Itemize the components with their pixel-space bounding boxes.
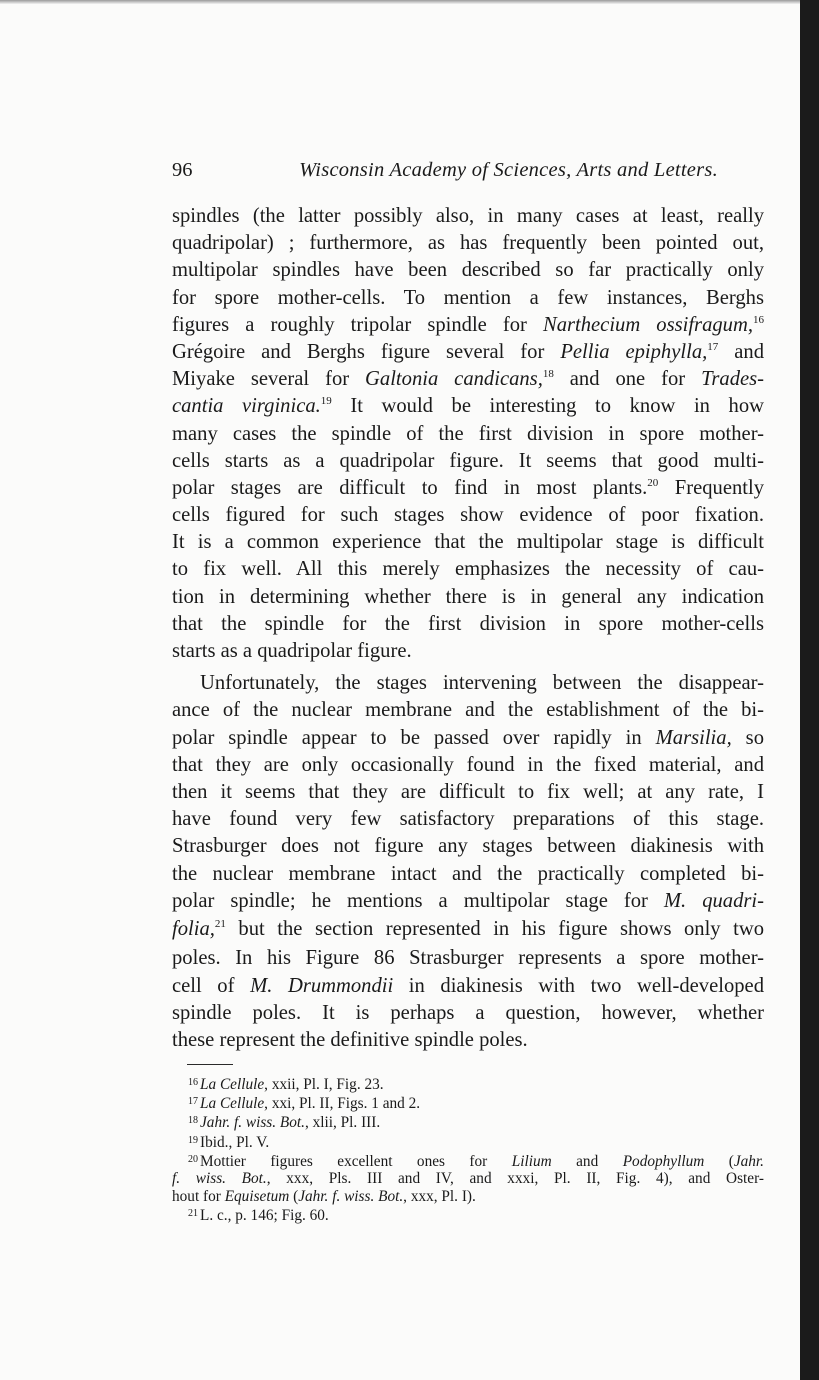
text-run: hout for [172,1187,225,1205]
text-line: quadripolar) ; furthermore, as has frequently been pointed out, [172,232,764,255]
journal-title: La Cellule [200,1076,265,1093]
text-run: polar spindle appear to be passed over rapidly in [172,726,656,749]
footnote-line [172,1076,764,1094]
text-line: to fix well. All this merely emphasizes the necessity of cau- [172,558,764,581]
species-name: Galtonia candicans, [365,368,543,391]
footnote-line [172,1170,764,1188]
footnote-number: 20 [188,1153,198,1165]
text-line: then it seems that they are difficult to fix well; at any rate, I [172,780,764,803]
text-run: in diakinesis with two well-developed [393,974,764,997]
text-run: It would be interesting to know in how [331,395,764,418]
footnote-number: 17 [188,1096,198,1108]
footnote-number: 19 [188,1134,198,1146]
body-text [172,203,764,1054]
text-line: multipolar spindles have been described so far practically only [172,259,764,282]
text-run: Mottier figures excellent ones for [200,1152,512,1170]
text-line: spindle poles. It is perhaps a question, however, whether [172,1002,764,1025]
text-run: and [551,1152,623,1170]
journal-title: Jahr. f. wiss. Bot. [200,1114,305,1132]
text-line: that the spindle for the first division in spore mother-cells [172,612,764,635]
text-line: that they are only occasionally found in the fixed material, and [172,753,764,776]
text-run: Grégoire and Berghs figure several for [172,340,561,363]
journal-title: Jahr. f. wiss. Bot. [298,1187,404,1205]
text-line [172,888,764,915]
footnote-rule [187,1064,233,1065]
genus-name: Lilium [511,1152,552,1170]
text-line: starts as a quadripolar figure. [172,640,412,662]
footnotes [172,1076,764,1225]
species-name: M. Drummondii [250,974,394,997]
text-run: , xxx, Pl. I). [403,1187,476,1205]
footnote-line [172,1207,764,1225]
footnote-number: 21 [188,1208,198,1220]
text-line: ance of the nuclear membrane and the establishment of the bi- [172,699,764,722]
text-run: ( [289,1187,299,1205]
species-name: folia, [172,917,215,940]
footnote-line [172,1134,764,1152]
footnote-ref-19: 19 [320,395,332,408]
scan-border [800,0,819,1380]
text-run: Ibid., Pl. V. [200,1133,270,1151]
footnote-line [172,1095,764,1113]
page-number: 96 [172,159,193,181]
text-run: figures a roughly tripolar spindle for [172,313,543,336]
text-run: , xxii, Pl. I, Fig. 23. [264,1076,384,1093]
species-name: Narthecium ossifragum, [542,313,753,336]
text-run: Frequently [658,476,764,499]
text-run: Miyake several for [172,368,366,391]
footnote-16 [172,1076,764,1094]
footnote-21 [172,1207,764,1225]
text-line [172,339,764,366]
text-run: so [731,726,764,749]
footnote-line [172,1188,764,1206]
genus-name: Equisetum [224,1187,290,1205]
species-name: M. quadri- [663,889,764,912]
text-line: Unfortunately, the stages intervening between the disappear- [200,672,764,695]
text-line: these represent the definitive spindle poles. [172,1029,528,1052]
footnote-ref-17: 17 [707,340,719,353]
paragraph-1 [172,203,764,665]
text-line [172,393,764,420]
text-run: cell of [172,974,251,997]
text-line [172,725,764,752]
text-line [172,366,764,393]
text-run: polar stages are difficult to find in most plants. [172,476,648,499]
footnote-17 [172,1095,764,1113]
text-line: cells figured for such stages show evidence of poor fixation. [172,504,764,527]
text-line: cells starts as a quadripolar figure. It seems that good multi- [172,449,764,472]
text-line: tion in determining whether there is in general any indication [172,585,764,608]
text-run: polar spindle; he mentions a multipolar stage for [172,889,664,912]
footnote-ref-18: 18 [542,368,554,381]
text-run: , xxx, Pls. III and IV, and xxxi, Pl. II, Fig. 4), and Oster- [266,1170,764,1188]
species-name: cantia virginica. [172,395,321,418]
text-run: , xlii, Pl. III. [304,1114,381,1132]
running-header [172,154,718,186]
footnote-line [172,1153,764,1171]
text-run: , xxi, Pl. II, Figs. 1 and 2. [264,1095,421,1113]
footnote-18 [172,1114,764,1132]
species-name: Trades- [701,368,764,391]
text-run: but the section represented in his figure shows only two [225,917,764,940]
journal-title: La Cellule [200,1095,265,1113]
genus-name: Podophyllum [622,1152,705,1170]
species-name: Pellia epiphylla, [560,340,708,363]
running-title: Wisconsin Academy of Sciences, Arts and Letters. [299,159,718,181]
text-run: and one for [553,368,702,391]
text-line: the nuclear membrane intact and the practically completed bi- [172,862,764,885]
footnote-19 [172,1134,764,1152]
text-run: ( [704,1152,734,1170]
footnote-number: 16 [188,1077,198,1088]
footnote-ref-20: 20 [647,476,659,489]
text-line [172,973,764,1000]
text-line [172,312,764,339]
text-line: poles. In his Figure 86 Strasburger represents a spore mother- [172,946,764,969]
paragraph-2 [172,670,764,1054]
text-line [172,475,764,502]
text-line: for spore mother-cells. To mention a few instances, Berghs [172,286,764,309]
footnote-20 [172,1153,764,1206]
text-line [172,915,764,944]
journal-title: f. wiss. Bot. [172,1170,267,1188]
journal-title: Jahr. [733,1152,765,1170]
text-line: spindles (the latter possibly also, in many cases at least, really [172,205,764,227]
footnote-line [172,1114,764,1132]
genus-name: Marsilia, [655,726,732,749]
text-line: many cases the spindle of the first division in spore mother- [172,422,764,445]
text-run: and [718,340,764,363]
page-top-edge [0,0,800,4]
text-line: It is a common experience that the multipolar stage is difficult [172,531,764,554]
text-run: L. c., p. 146; Fig. 60. [200,1207,329,1225]
text-line: Strasburger does not figure any stages between diakinesis with [172,835,764,858]
footnote-ref-16: 16 [752,313,764,326]
footnote-number: 18 [188,1115,198,1127]
text-line: have found very few satisfactory preparations of this stage. [172,808,764,831]
footnote-ref-21: 21 [214,917,226,930]
